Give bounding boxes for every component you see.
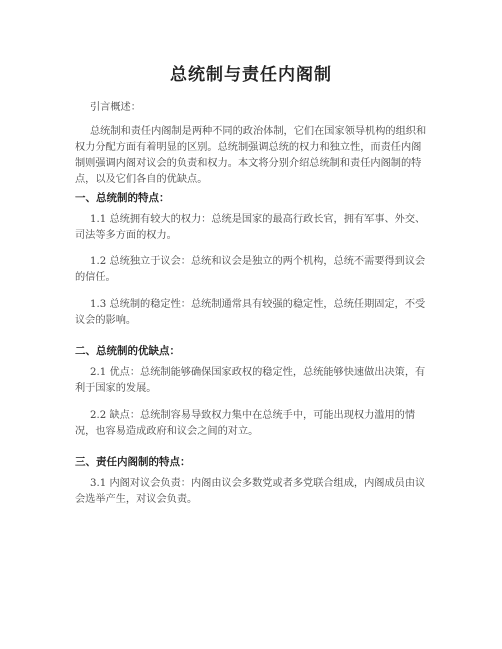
section-3-paragraph-1: 3.1 内阁对议会负责：内阁由议会多数党或者多党联合组成，内阁成员由议会选举产生，对议会负责。: [75, 478, 426, 505]
document-title: 总统制与责任内阁制: [170, 65, 332, 85]
section-1-paragraph-1: 1.1 总统拥有较大的权力：总统是国家的最高行政长官，拥有军事、外交、司法等多方面的权力。: [75, 214, 426, 241]
intro-label: 引言概述：: [90, 102, 141, 113]
section-2-heading: 二、总统制的优缺点：: [75, 345, 180, 357]
section-1-heading: 一、总统制的特点：: [75, 192, 170, 204]
intro-paragraph: 总统制和责任内阁制是两种不同的政治体制，它们在国家领导机构的组织和权力分配方面有着明显的区别。总统制强调总统的权力和独立性，而责任内阁制则强调内阁对议会的负责和权力。本文将分别介绍总统制和责任内阁制的特点，以及它们各自的优缺点。: [75, 126, 427, 185]
section-1-paragraph-2: 1.2 总统独立于议会：总统和议会是独立的两个机构，总统不需要得到议会的信任。: [75, 256, 426, 283]
section-2-paragraph-2: 2.2 缺点：总统制容易导致权力集中在总统手中，可能出现权力滥用的情况，也容易造成政府和议会之间的对立。: [75, 410, 416, 437]
section-2-paragraph-1: 2.1 优点：总统制能够确保国家政权的稳定性，总统能够快速做出决策，有利于国家的发展。: [75, 367, 426, 394]
section-1-paragraph-3: 1.3 总统制的稳定性：总统制通常具有较强的稳定性，总统任期固定，不受议会的影响。: [75, 299, 426, 326]
section-3-heading: 三、责任内阁制的特点：: [75, 456, 191, 468]
